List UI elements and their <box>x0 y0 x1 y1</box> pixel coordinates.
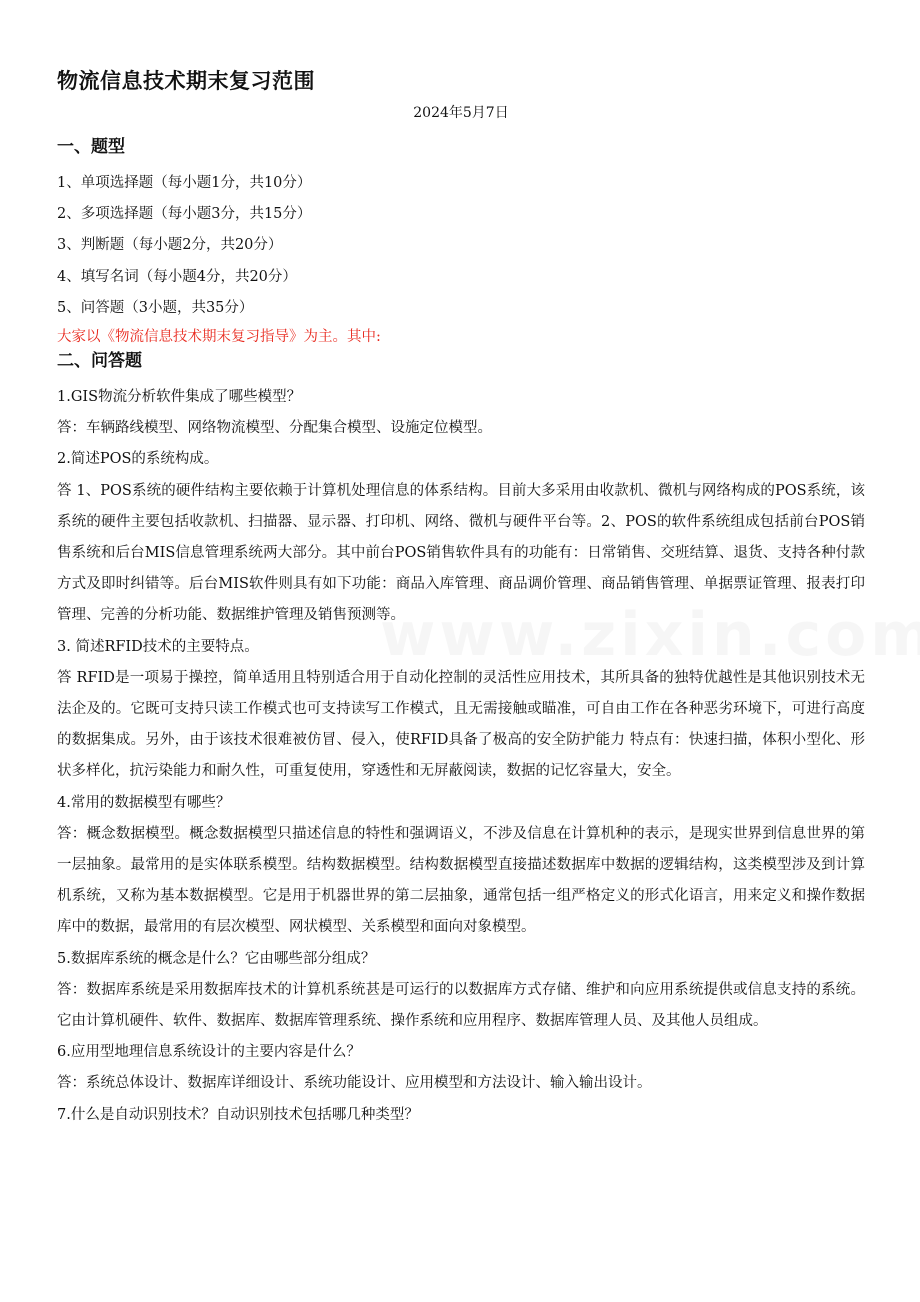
list-item: 3、判断题（每小题2分，共20分） <box>57 237 283 254</box>
question: 7.什么是自动识别技术？自动识别技术包括哪几种类型？ <box>57 1106 419 1123</box>
answer: 答：车辆路线模型、网络物流模型、分配集合模型、设施定位模型。 <box>57 420 492 437</box>
list-item: 2、多项选择题（每小题3分，共15分） <box>57 206 312 223</box>
document-date: 2024年5月7日 <box>413 105 509 121</box>
question: 5.数据库系统的概念是什么？它由哪些部分组成？ <box>57 950 376 967</box>
list-item: 5、问答题（3小题，共35分） <box>57 299 254 316</box>
question-type-list <box>57 168 865 324</box>
question: 4.常用的数据模型有哪些？ <box>57 794 231 811</box>
qa-list <box>57 382 865 1131</box>
section-heading-question-types: 一、题型 <box>57 137 125 157</box>
question: 1.GIS物流分析软件集成了哪些模型？ <box>57 389 302 406</box>
answer: 答 RFID是一项易于操控，简单适用且特别适合用于自动化控制的灵活性应用技术，其所具备的独特优越性是其他识别技术无法企及的。它既可支持只读工作模式也可支持读写工作模式，且无需接触或瞄准，可自由工作在各种恶劣环境下，可进行高度的数据集成。另外，由于该技术很难被仿冒、侵入，使RFID具备了极高的安全防护能力 特点有：快速扫描，体积小型化、形状多样化，抗污染能力和耐久性，可重复使用，穿透性和无屏蔽阅读，数据的记忆容量大，安全。 <box>57 669 865 780</box>
answer: 答 1、POS系统的硬件结构主要依赖于计算机处理信息的体系结构。目前大多采用由收款机、微机与网络构成的POS系统，该系统的硬件主要包括收款机、扫描器、显示器、打印机、网络、微机与硬件平台等。2、POS的软件系统组成包括前台POS销售系统和后台MIS信息管理系统两大部分。其中前台POS销售软件具有的功能有：日常销售、交班结算、退货、支持各种付款方式及即时纠错等。后台MIS软件则具有如下功能：商品入库管理、商品调价管理、商品销售管理、单据票证管理、报表打印管理、完善的分析功能、数据维护管理及销售预测等。 <box>57 482 866 624</box>
document-page <box>57 62 865 1131</box>
question: 6.应用型地理信息系统设计的主要内容是什么？ <box>57 1044 361 1061</box>
document-title: 物流信息技术期末复习范围 <box>57 69 315 93</box>
list-item: 1、单项选择题（每小题1分，共10分） <box>57 175 312 191</box>
list-item: 4、填写名词（每小题4分，共20分） <box>57 268 297 285</box>
question: 3. 简述RFID技术的主要特点。 <box>57 638 259 655</box>
question: 2.简述POS的系统构成。 <box>57 451 219 468</box>
answer: 答：数据库系统是采用数据库技术的计算机系统甚是可运行的以数据库方式存储、维护和向应用系统提供或信息支持的系统。它由计算机硬件、软件、数据库、数据库管理系统、操作系统和应用程序、数据库管理人员、及其他人员组成。 <box>57 981 865 1030</box>
answer: 答：概念数据模型。概念数据模型只描述信息的特性和强调语义，不涉及信息在计算机种的表示，是现实世界到信息世界的第一层抽象。最常用的是实体联系模型。结构数据模型。结构数据模型直接描述数据库中数据的逻辑结构，这类模型涉及到计算机系统，又称为基本数据模型。它是用于机器世界的第二层抽象，通常包括一组严格定义的形式化语言，用来定义和操作数据库中的数据，最常用的有层次模型、网状模型、关系模型和面向对象模型。 <box>57 825 865 936</box>
review-notice: 大家以《物流信息技术期末复习指导》为主。其中: <box>57 329 381 346</box>
section-heading-qa: 二、问答题 <box>57 351 142 372</box>
answer: 答：系统总体设计、数据库详细设计、系统功能设计、应用模型和方法设计、输入输出设计。 <box>57 1075 652 1092</box>
